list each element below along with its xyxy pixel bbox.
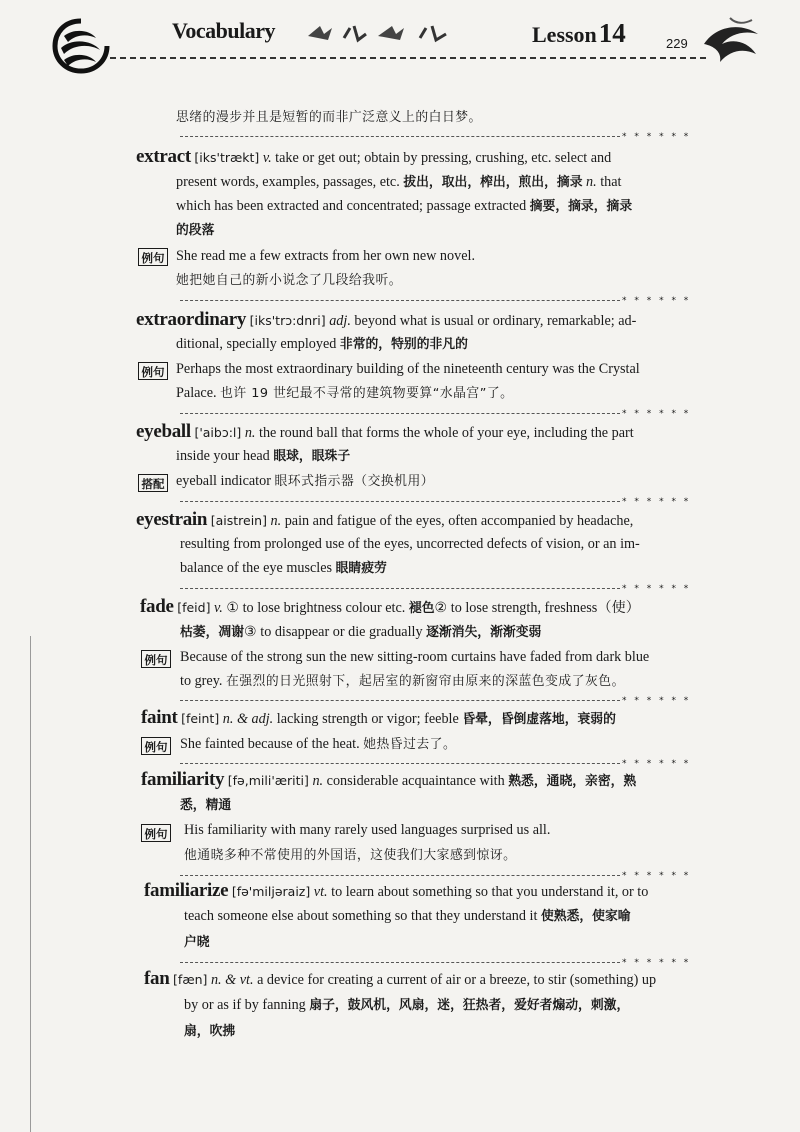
phonetic: [aistrein] — [210, 513, 267, 528]
definition-text: considerable acquaintance with — [326, 773, 509, 789]
separator-stars: * * * * * * — [622, 296, 691, 306]
definition-text: that — [600, 174, 622, 190]
intro-text: 思绪的漫步并且是短暂的而非广泛意义上的白日梦。 — [176, 110, 482, 125]
entry-headline — [136, 310, 636, 331]
part-of-speech: n. & vt. — [210, 972, 254, 988]
part-of-speech: adj. — [329, 313, 351, 329]
entry-headline — [141, 770, 636, 792]
separator — [180, 962, 620, 963]
separator-stars: * * * * * * — [622, 759, 691, 769]
lesson-label: Lesson — [532, 22, 597, 47]
definition-text: a device for creating a current of air or a breeze, to stir (something) up — [257, 972, 657, 988]
translation-text: 眼睛疲劳 — [335, 561, 387, 576]
separator-stars: * * * * * * — [622, 132, 691, 142]
part-of-speech: n. — [586, 174, 597, 190]
example-line — [180, 734, 456, 755]
definition-text: beyond what is usual or ordinary, remarkable; ad- — [354, 313, 637, 329]
definition-text: teach someone else about something so that they understand it — [184, 908, 541, 924]
example-line — [176, 270, 402, 291]
definition-text: take or get out; obtain by pressing, crushing, etc. select and — [275, 150, 612, 166]
example-tag: 例句 — [138, 362, 168, 380]
page-number: 229 — [666, 36, 688, 51]
intro-line — [176, 107, 482, 128]
example-en: Perhaps the most extraordinary building of the nineteenth century was the Crystal — [176, 361, 640, 377]
translation-text: 熟悉，通晓，亲密，熟 — [508, 774, 637, 789]
entry-headline — [136, 147, 611, 168]
entry-headline — [140, 597, 640, 619]
phonetic: [fə,mili'æriti] — [227, 773, 309, 788]
example-cn: 也许 19 世纪最不寻常的建筑物要算“水晶宫”了。 — [220, 386, 514, 401]
example-cn: 她把她自己的新小说念了几段给我听。 — [176, 273, 403, 288]
definition-text: resulting from prolonged use of the eyes, uncorrected defects of vision, or an im- — [180, 536, 640, 552]
definition-text: pain and fatigue of the eyes, often accompanied by headache, — [284, 513, 634, 529]
entry-headline — [136, 422, 634, 443]
example-en: She read me a few extracts from her own new novel. — [176, 248, 476, 264]
example-tag: 例句 — [138, 248, 168, 266]
separator-stars: * * * * * * — [622, 409, 691, 419]
part-of-speech: n. — [244, 425, 256, 441]
collocation-en: eyeball indicator — [176, 473, 275, 489]
example-tag: 例句 — [141, 737, 171, 755]
definition-text: which has been extracted and concentrated; passage extracted — [176, 198, 530, 214]
definition-text: ② to lose strength, freshness（使） — [434, 600, 640, 616]
example-en: Palace. — [176, 385, 221, 401]
example-line — [176, 246, 475, 266]
definition-line — [180, 795, 231, 816]
headword: extraordinary — [136, 309, 247, 330]
separator-stars: * * * * * * — [622, 871, 691, 881]
definition-line — [184, 1021, 235, 1042]
definition-line — [176, 220, 214, 241]
separator — [180, 501, 620, 502]
example-line — [176, 359, 640, 379]
translation-text: 昏晕，昏倒虚落地，衰弱的 — [462, 712, 616, 727]
phonetic: [iks'trɔ:dnri] — [249, 313, 326, 328]
part-of-speech: n. — [312, 773, 324, 789]
entry-headline — [136, 510, 633, 531]
collocation-tag: 搭配 — [138, 474, 168, 492]
definition-line — [184, 906, 631, 927]
example-cn: 在强烈的日光照射下，起居室的新窗帘由原来的深蓝色变成了灰色。 — [225, 674, 625, 689]
example-en: Because of the strong sun the new sitting-room curtains have faded from dark blue — [180, 649, 650, 665]
headword: faint — [141, 707, 178, 728]
definition-text: by or as if by fanning — [184, 997, 310, 1013]
translation-text: 褪色 — [408, 601, 435, 616]
definition-line — [184, 995, 629, 1016]
phonetic: [feint] — [181, 711, 220, 726]
definition-line — [180, 534, 640, 554]
part-of-speech: v. — [262, 150, 272, 166]
entry-headline — [144, 881, 648, 902]
headword: extract — [136, 146, 191, 167]
definition-text: balance of the eye muscles — [180, 560, 336, 576]
collocation-cn: 眼环式指示器（交换机用） — [274, 474, 435, 489]
separator-stars: * * * * * * — [622, 958, 691, 968]
headword: fade — [140, 596, 174, 617]
definition-line — [184, 932, 210, 953]
definition-text: ③ to disappear or die gradually — [243, 624, 427, 640]
example-cn: 她热昏过去了。 — [363, 737, 457, 752]
separator — [180, 875, 620, 876]
example-line — [184, 845, 516, 866]
headword: familiarity — [141, 769, 225, 790]
definition-line — [176, 334, 468, 355]
phonetic: [fæn] — [173, 972, 208, 987]
part-of-speech: v. — [214, 600, 223, 616]
definition-text: present words, examples, passages, etc. — [176, 174, 404, 190]
definition-text: ditional, specially employed — [176, 336, 340, 352]
definition-line — [176, 446, 350, 467]
header-title: Vocabulary — [172, 18, 275, 43]
example-en: She fainted because of the heat. — [180, 736, 364, 752]
example-en: His familiarity with many rarely used languages surprised us all. — [184, 822, 551, 838]
translation-text: 的段落 — [176, 223, 215, 238]
phonetic: [feid] — [177, 600, 211, 615]
phonetic: [fə'miljəraiz] — [231, 884, 311, 899]
translation-text: 使熟悉，使家喻 — [540, 909, 631, 924]
headword: familiarize — [144, 880, 229, 901]
translation-text: 拔出，取出，榨出，煎出，摘录 — [403, 175, 583, 190]
phonetic: ['aibɔ:l] — [194, 425, 242, 440]
definition-text: lacking strength or vigor; feeble — [276, 711, 463, 727]
translation-text: 枯萎，凋谢 — [180, 625, 244, 640]
definition-line — [176, 172, 622, 193]
definition-text: to learn about something so that you understand it, or to — [331, 884, 649, 900]
translation-text: 扇，吹拂 — [184, 1024, 236, 1039]
headword: eyeball — [136, 421, 191, 442]
example-cn: 他通晓多种不常使用的外国语，这使我们大家感到惊讶。 — [184, 848, 517, 863]
definition-text: the round ball that forms the whole of your eye, including the part — [259, 425, 634, 441]
example-line — [180, 671, 625, 692]
separator-stars: * * * * * * — [622, 584, 691, 594]
example-en: to grey. — [180, 673, 226, 689]
headword: eyestrain — [136, 509, 208, 530]
part-of-speech: n. — [270, 513, 282, 529]
separator — [180, 588, 620, 589]
translation-text: 悉，精通 — [180, 798, 232, 813]
example-line — [184, 820, 550, 840]
translation-text: 户晓 — [184, 935, 210, 950]
translation-text: 摘要，摘录，摘录 — [529, 199, 633, 214]
separator — [180, 136, 620, 137]
entry-headline — [144, 969, 656, 990]
headword: fan — [144, 968, 170, 989]
separator-stars: * * * * * * — [622, 497, 691, 507]
separator — [180, 300, 620, 301]
phonetic: [iks'trækt] — [194, 150, 260, 165]
part-of-speech: vt. — [313, 884, 328, 900]
example-tag: 例句 — [141, 650, 171, 668]
translation-text: 非常的，特别的非凡的 — [339, 337, 468, 352]
entry-headline — [141, 708, 616, 730]
separator — [180, 413, 620, 414]
translation-text: 眼球，眼珠子 — [273, 449, 351, 464]
translation-text: 扇子，鼓风机，风扇，迷，狂热者，爱好者煽动，刺激， — [309, 998, 630, 1013]
separator — [180, 700, 620, 701]
definition-line — [176, 196, 632, 217]
collocation-line — [176, 471, 434, 492]
lesson-number: 14 — [598, 18, 626, 48]
translation-text: 逐渐消失，渐渐变弱 — [426, 625, 542, 640]
example-line — [176, 383, 513, 404]
definition-text: inside your head — [176, 448, 274, 464]
part-of-speech: n. & adj. — [222, 711, 274, 727]
example-line — [180, 647, 649, 667]
definition-line — [180, 622, 541, 643]
separator-stars: * * * * * * — [622, 696, 691, 706]
definition-text: ① to lose brightness colour etc. — [226, 600, 409, 616]
separator — [180, 763, 620, 764]
example-tag: 例句 — [141, 824, 171, 842]
definition-line — [180, 558, 387, 579]
